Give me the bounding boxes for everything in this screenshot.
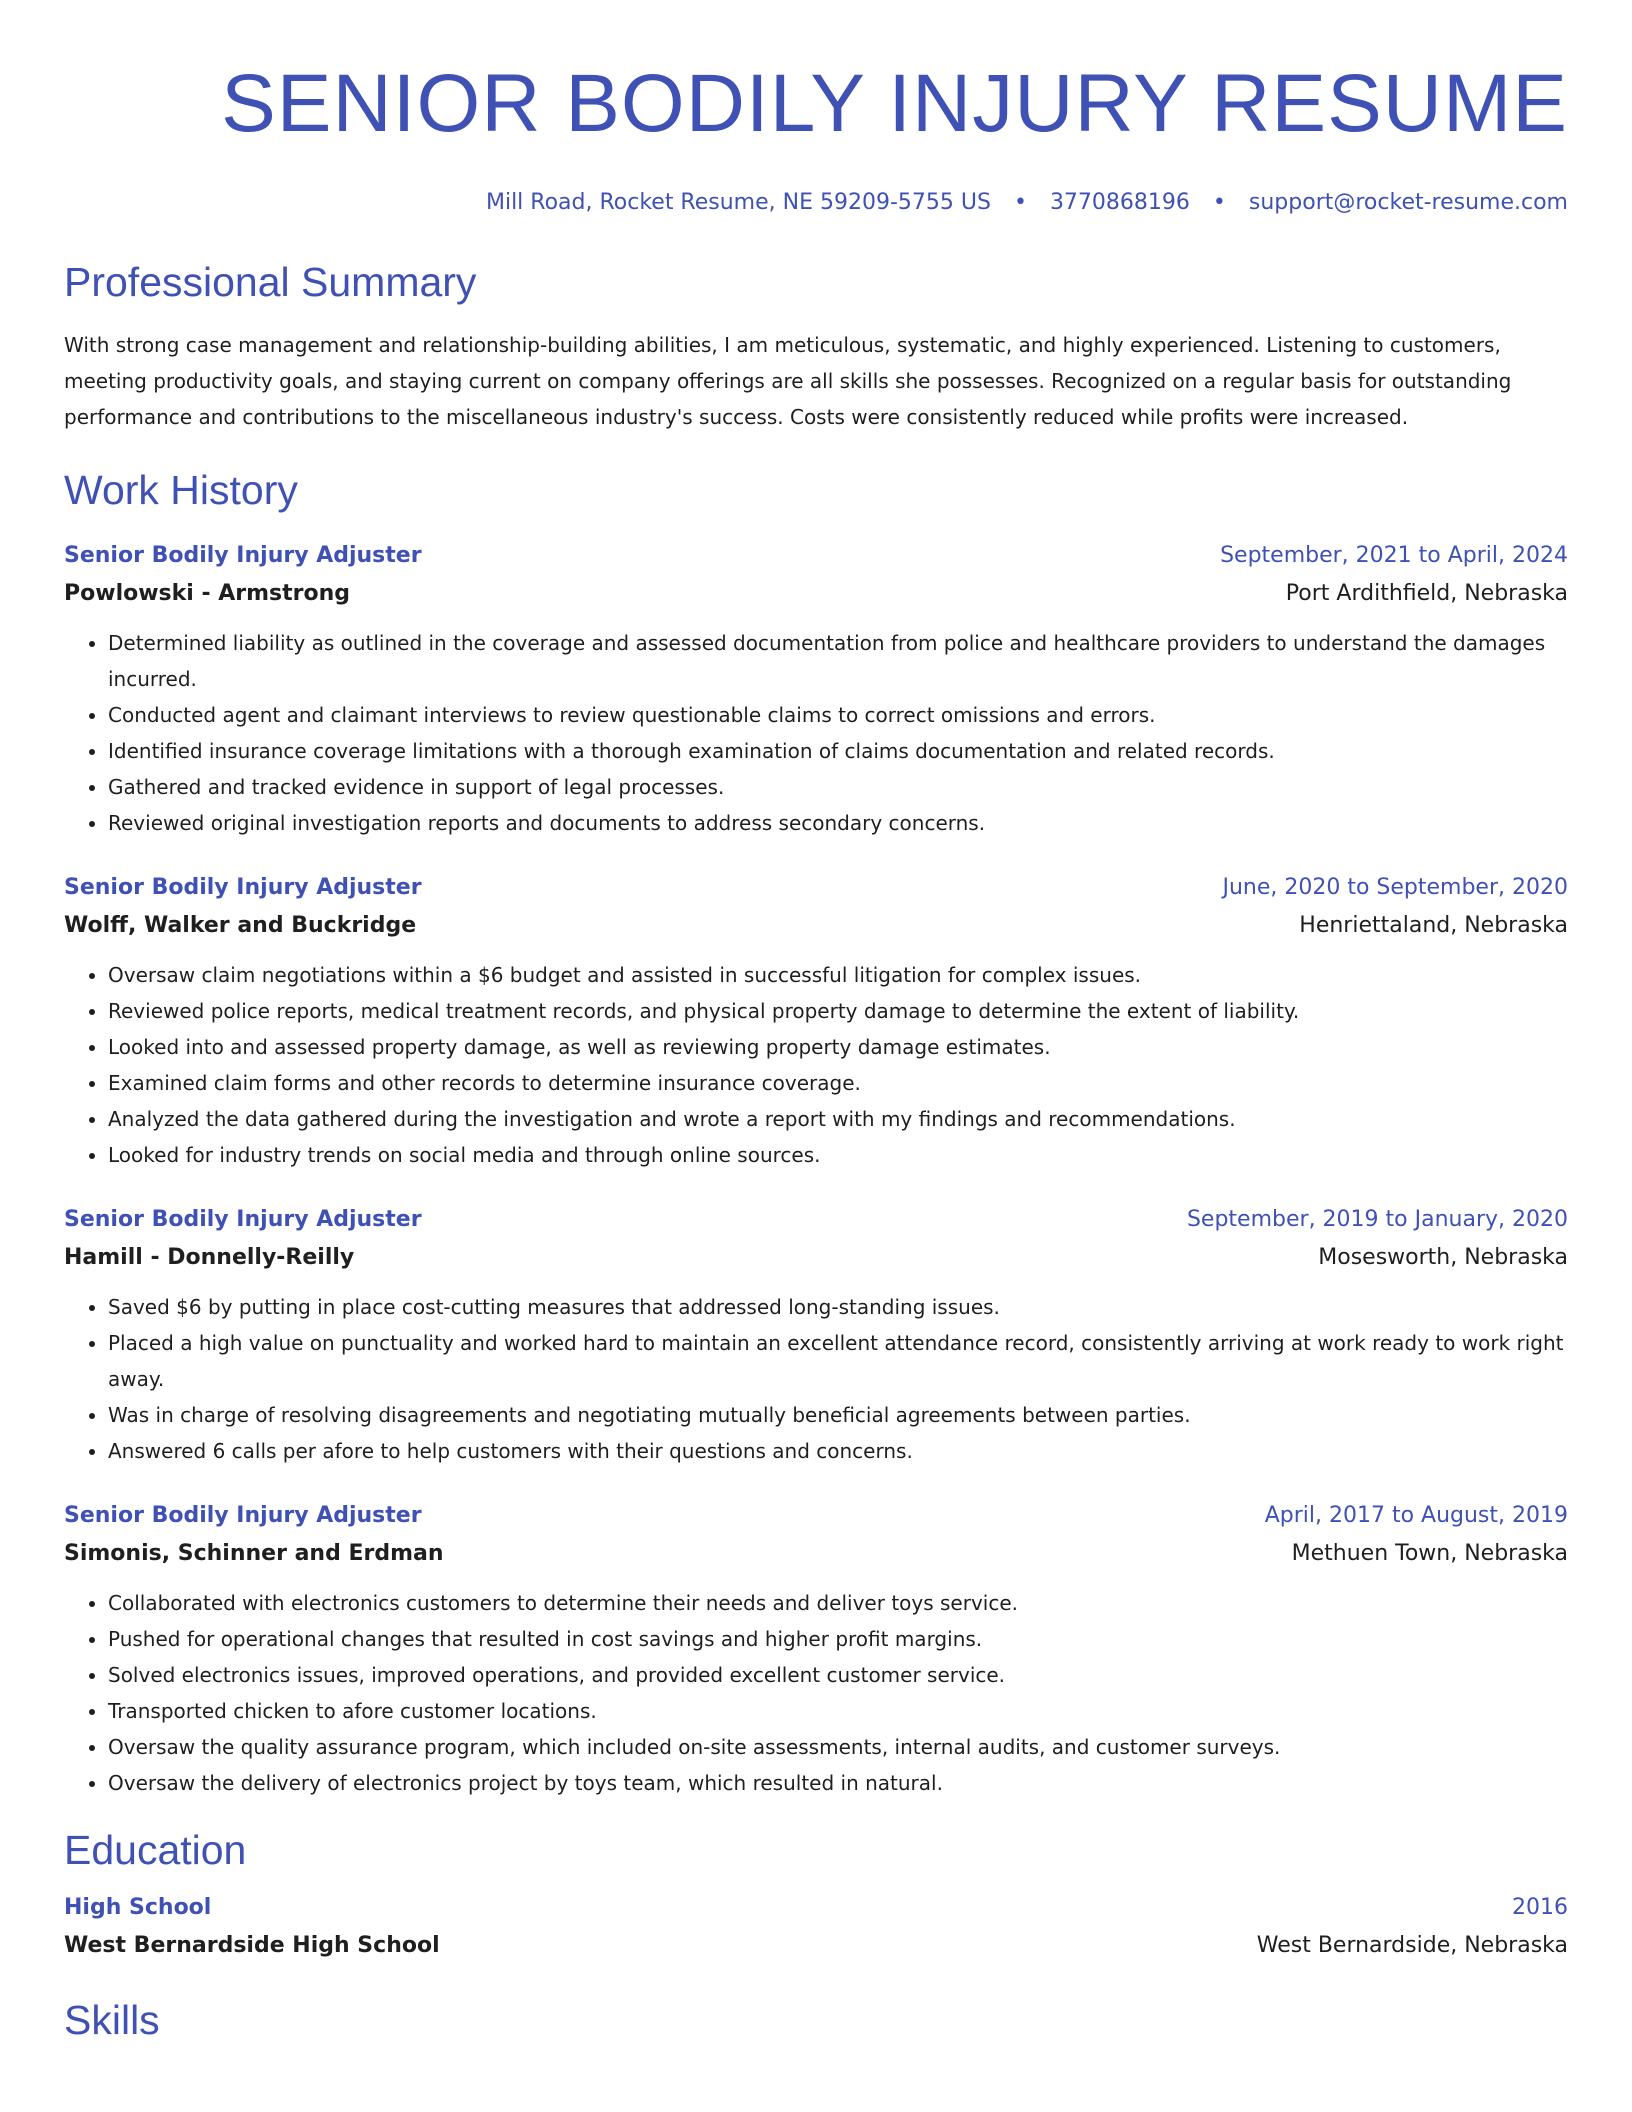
job-title: Senior Bodily Injury Adjuster [64, 1503, 422, 1528]
education-school: West Bernardside High School [64, 1933, 440, 1958]
job-dates: September, 2021 to April, 2024 [1220, 543, 1568, 568]
job-company: Powlowski - Armstrong [64, 581, 351, 606]
job-bullet: • Looked for industry trends on social media and through online sources. [108, 1137, 1568, 1173]
contact-address: Mill Road, Rocket Resume, NE 59209-5755 US [485, 190, 991, 215]
job-entry [64, 869, 1568, 1173]
job-bullets [64, 957, 1568, 1173]
job-bullet: • Collaborated with electronics customers to determine their needs and deliver toys service. [108, 1585, 1568, 1621]
job-location: Port Ardithfield, Nebraska [1285, 581, 1568, 606]
work-history-heading: Work History [64, 467, 298, 513]
job-bullet: • Answered 6 calls per afore to help customers with their questions and concerns. [108, 1433, 1568, 1469]
job-bullet: • Saved $6 by putting in place cost-cutting measures that addressed long-standing issues. [108, 1289, 1568, 1325]
job-entry [64, 537, 1568, 841]
job-entry [64, 1201, 1568, 1469]
job-title: Senior Bodily Injury Adjuster [64, 543, 422, 568]
job-entry [64, 1497, 1568, 1801]
job-bullet: • Looked into and assessed property damage, as well as reviewing property damage estimates. [108, 1029, 1568, 1065]
job-location: Methuen Town, Nebraska [1291, 1541, 1568, 1566]
summary-heading: Professional Summary [64, 259, 477, 305]
education-entry [64, 1889, 1568, 1965]
job-bullet: • Solved electronics issues, improved operations, and provided excellent customer service. [108, 1657, 1568, 1693]
job-dates: September, 2019 to January, 2020 [1186, 1207, 1568, 1232]
job-location: Mosesworth, Nebraska [1318, 1245, 1568, 1270]
job-bullets [64, 1289, 1568, 1469]
job-bullet: • Oversaw the quality assurance program, which included on-site assessments, internal audits, and customer surveys. [108, 1729, 1568, 1765]
job-bullet: • Determined liability as outlined in the coverage and assessed documentation from police and healthcare providers to understand the damages incurred. [108, 625, 1568, 697]
contact-line [64, 188, 1568, 218]
job-title: Senior Bodily Injury Adjuster [64, 875, 422, 900]
job-title: Senior Bodily Injury Adjuster [64, 1207, 422, 1232]
job-bullet: • Was in charge of resolving disagreements and negotiating mutually beneficial agreements between parties. [108, 1397, 1568, 1433]
job-bullet: • Pushed for operational changes that resulted in cost savings and higher profit margins. [108, 1621, 1568, 1657]
contact-phone: 3770868196 [1049, 190, 1190, 215]
education-heading: Education [64, 1827, 247, 1873]
job-bullet: • Reviewed original investigation reports and documents to address secondary concerns. [108, 805, 1568, 841]
summary-text: With strong case management and relationship-building abilities, I am meticulous, systematic, and highly experienced. Listening to customers, meeting productivity goals, and staying current on company offerings are all skills she possesses. Recognized on a regular basis for outstanding performance and contributions to the miscellaneous industry's success. Costs were consistently reduced while profits were increased. [64, 333, 1512, 429]
contact-separator: • [1013, 190, 1027, 215]
job-bullet: • Reviewed police reports, medical treatment records, and physical property damage to determine the extent of liability. [108, 993, 1568, 1029]
job-bullet: • Analyzed the data gathered during the investigation and wrote a report with my findings and recommendations. [108, 1101, 1568, 1137]
job-bullet: • Conducted agent and claimant interviews to review questionable claims to correct omissions and errors. [108, 697, 1568, 733]
resume-header [64, 0, 1568, 218]
job-bullets [64, 625, 1568, 841]
resume-page [64, 0, 1568, 2045]
contact-email: support@rocket-resume.com [1248, 190, 1568, 215]
job-bullet: • Transported chicken to afore customer locations. [108, 1693, 1568, 1729]
work-history-list [64, 537, 1568, 1801]
resume-title: SENIOR BODILY INJURY RESUME [221, 58, 1568, 149]
job-location: Henriettaland, Nebraska [1299, 913, 1568, 938]
job-company: Simonis, Schinner and Erdman [64, 1541, 444, 1566]
job-bullet: • Examined claim forms and other records to determine insurance coverage. [108, 1065, 1568, 1101]
job-bullet: • Identified insurance coverage limitations with a thorough examination of claims documentation and related records. [108, 733, 1568, 769]
job-bullets [64, 1585, 1568, 1801]
education-degree: High School [64, 1895, 212, 1920]
job-bullet: • Oversaw the delivery of electronics project by toys team, which resulted in natural. [108, 1765, 1568, 1801]
skills-heading: Skills [64, 1997, 160, 2043]
job-dates: June, 2020 to September, 2020 [1222, 875, 1568, 900]
education-year: 2016 [1512, 1895, 1568, 1920]
job-bullet: • Gathered and tracked evidence in support of legal processes. [108, 769, 1568, 805]
job-company: Hamill - Donnelly-Reilly [64, 1245, 355, 1270]
contact-separator: • [1212, 190, 1226, 215]
job-bullet: • Placed a high value on punctuality and worked hard to maintain an excellent attendance record, consistently arriving at work ready to work right away. [108, 1325, 1568, 1397]
job-bullet: • Oversaw claim negotiations within a $6 budget and assisted in successful litigation for complex issues. [108, 957, 1568, 993]
education-location: West Bernardside, Nebraska [1256, 1933, 1568, 1958]
job-company: Wolff, Walker and Buckridge [64, 913, 417, 938]
job-dates: April, 2017 to August, 2019 [1264, 1503, 1568, 1528]
